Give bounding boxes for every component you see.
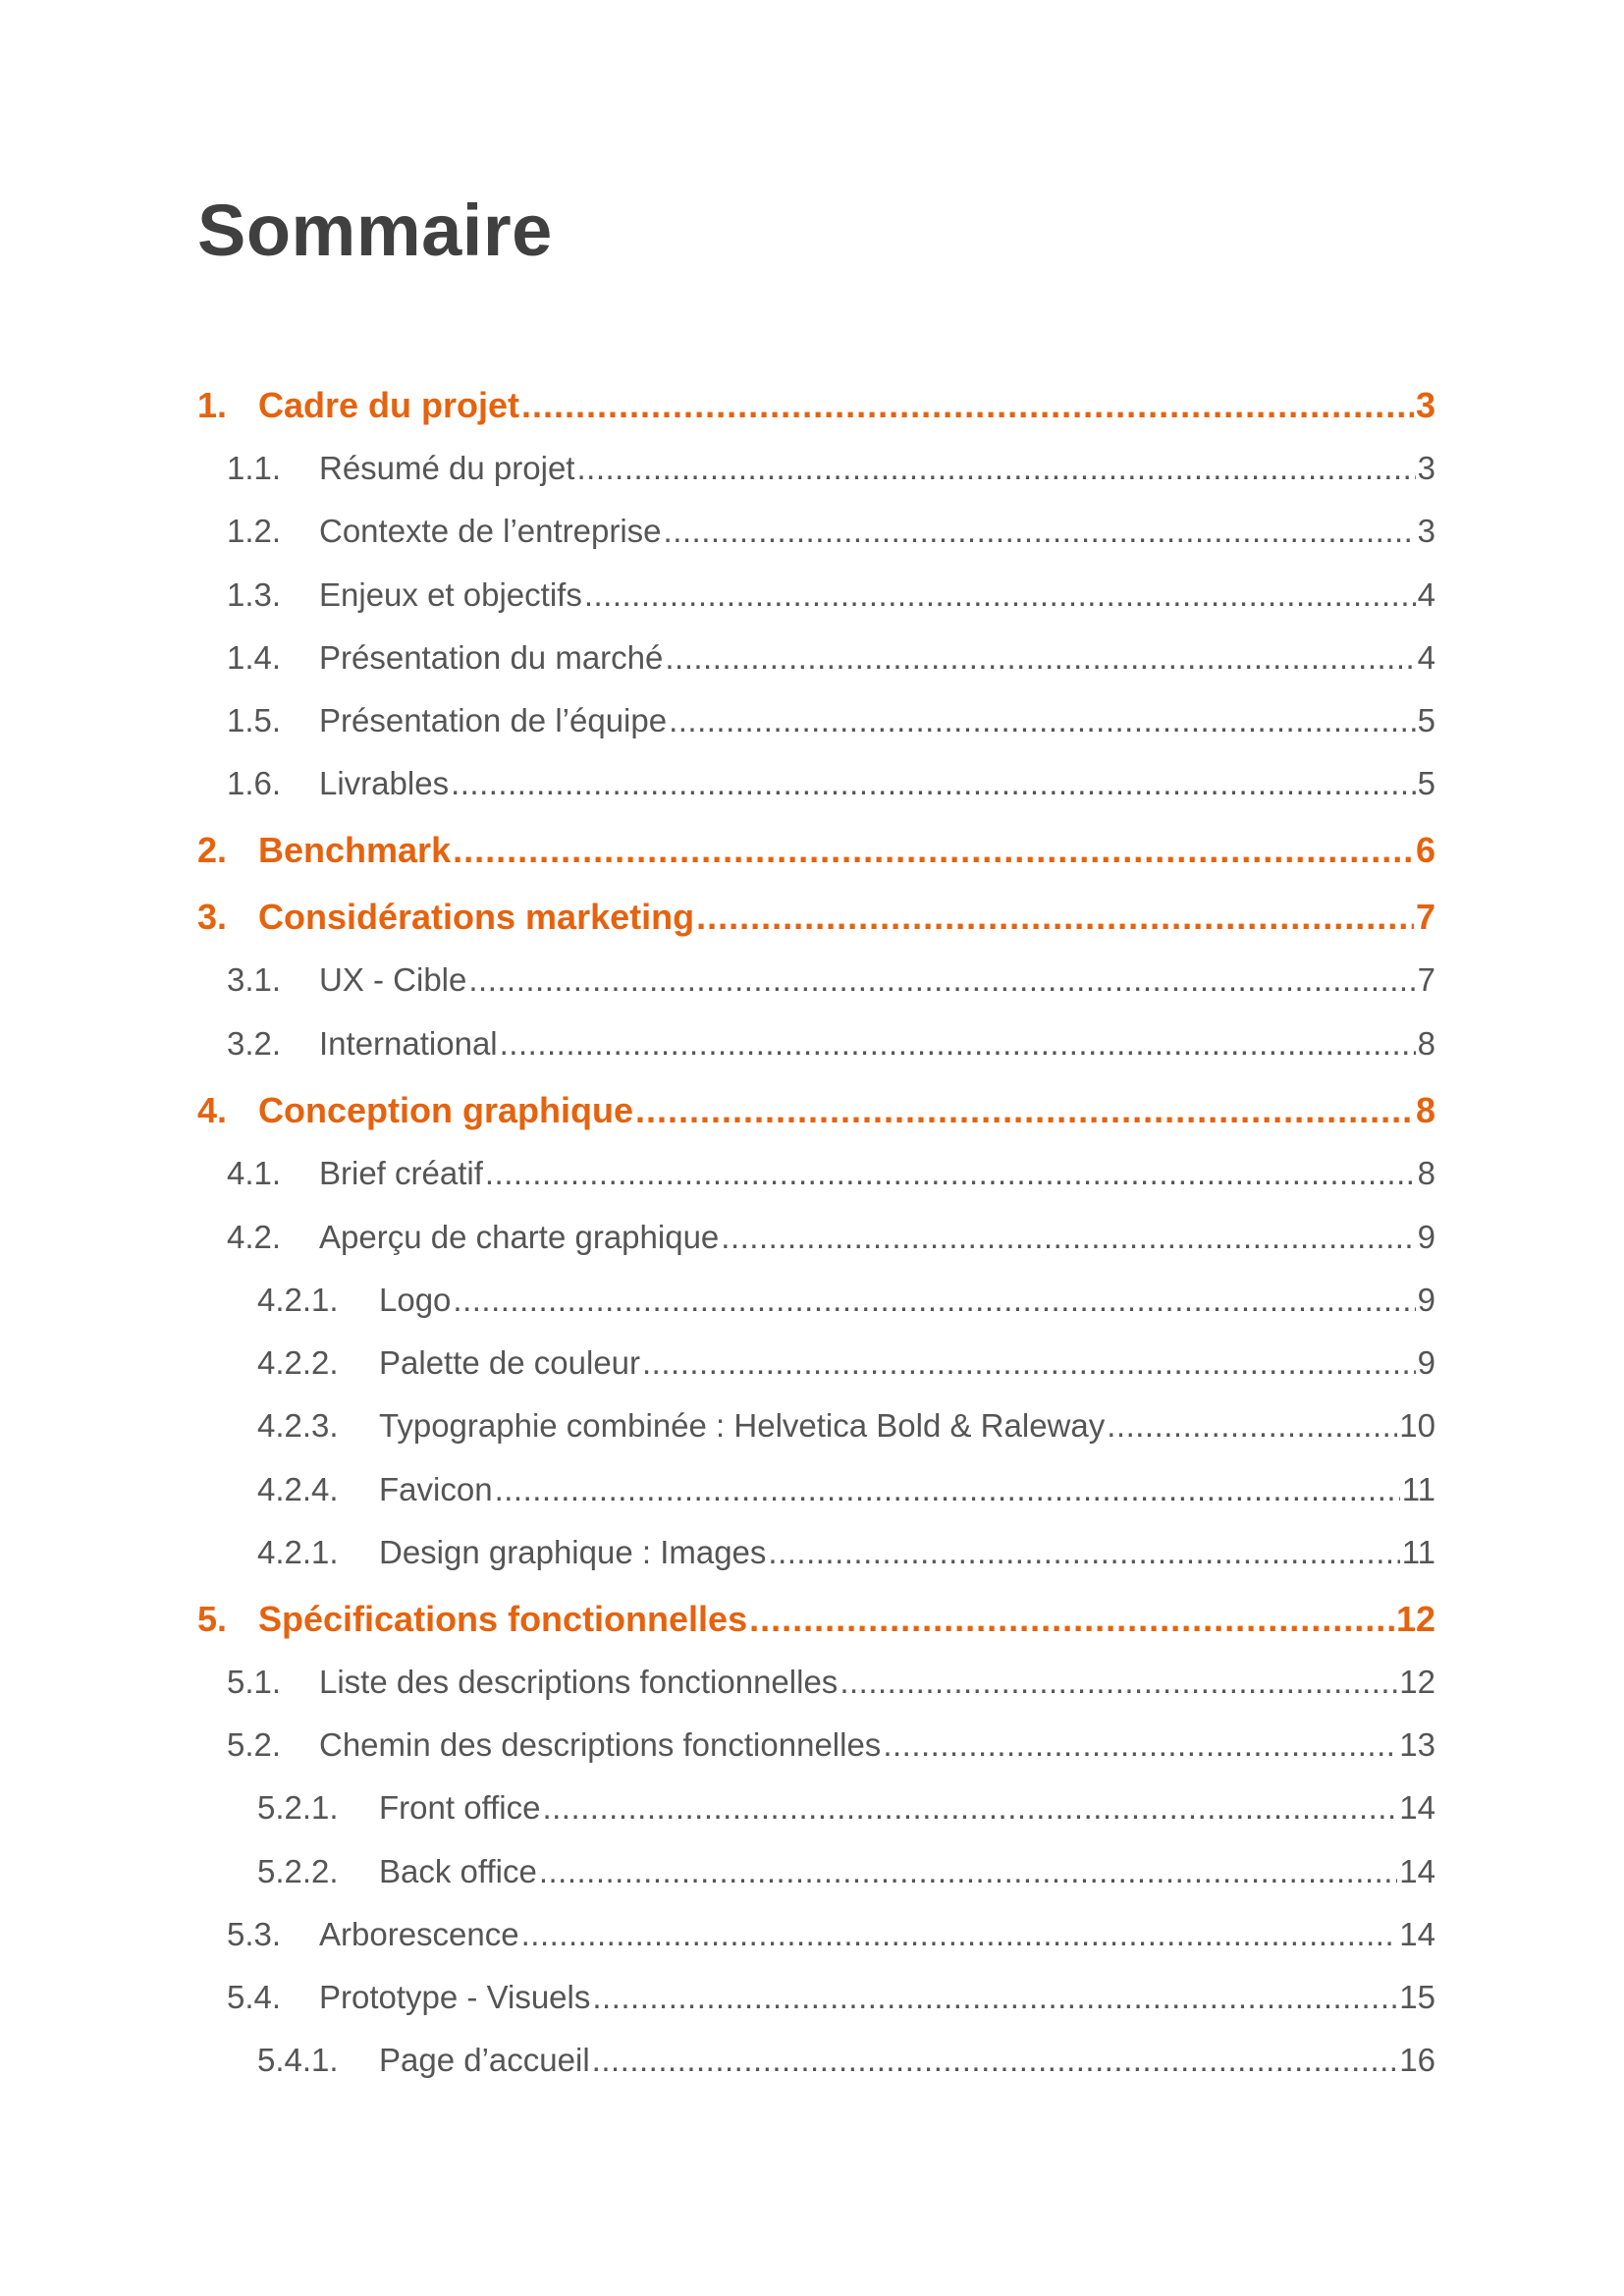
toc-entry-5-2-2[interactable]: [0, 1853, 1624, 1904]
toc-label: Favicon: [379, 1471, 493, 1507]
toc-label: Enjeux et objectifs: [319, 576, 582, 613]
toc-page: 5: [1417, 702, 1435, 738]
toc-page: 7: [1417, 961, 1435, 998]
toc-entry-3[interactable]: [0, 897, 1624, 948]
toc-page: 11: [1401, 1471, 1435, 1507]
toc-leader: [642, 1344, 1416, 1382]
toc-leader: [696, 897, 1414, 938]
toc-page: 12: [1395, 1599, 1435, 1639]
toc-page: 7: [1415, 897, 1435, 937]
toc-entry-1[interactable]: [0, 385, 1624, 436]
toc-leader: [539, 1853, 1397, 1890]
toc-entry-5-4-1[interactable]: [0, 2042, 1624, 2093]
toc-label: Livrables: [319, 765, 450, 801]
toc-number: 3.1.: [227, 961, 282, 998]
toc-entry-5-1[interactable]: [0, 1664, 1624, 1715]
toc-label: Design graphique : Images: [379, 1534, 767, 1570]
toc-leader: [664, 513, 1416, 550]
toc-page: 9: [1417, 1282, 1435, 1318]
toc-number: 4.2.3.: [257, 1407, 339, 1444]
toc-number: 3.: [197, 897, 228, 937]
toc-label: Cadre du projet: [258, 385, 520, 425]
toc-leader: [721, 1219, 1415, 1256]
toc-label: Prototype - Visuels: [319, 1979, 591, 2015]
toc-number: 5.4.: [227, 1979, 282, 2015]
toc-entry-5-2[interactable]: [0, 1726, 1624, 1777]
page-title: Sommaire: [197, 190, 553, 271]
toc-number: 5.2.2.: [257, 1853, 339, 1889]
toc-page: 4: [1417, 576, 1435, 613]
toc-label: Contexte de l’entreprise: [319, 513, 662, 549]
toc-number: 4.2.1.: [257, 1534, 339, 1570]
toc-label: UX - Cible: [319, 961, 467, 998]
toc-entry-4-2-1-images[interactable]: [0, 1534, 1624, 1585]
toc-entry-3-1[interactable]: [0, 961, 1624, 1012]
toc-number: 5.1.: [227, 1664, 282, 1700]
toc-page: 9: [1417, 1219, 1435, 1255]
toc-page: 15: [1399, 1979, 1435, 2015]
toc-entry-1-3[interactable]: [0, 576, 1624, 628]
toc-entry-4-2[interactable]: [0, 1219, 1624, 1270]
toc-leader: [584, 576, 1416, 614]
toc-number: 4.2.2.: [257, 1344, 339, 1381]
toc-entry-1-1[interactable]: [0, 450, 1624, 501]
toc-label: Présentation du marché: [319, 639, 664, 676]
toc-leader: [521, 1916, 1398, 1953]
toc-leader: [468, 961, 1415, 999]
toc-page: 9: [1417, 1344, 1435, 1381]
toc-page: 13: [1399, 1726, 1435, 1763]
toc-number: 1.: [197, 385, 228, 425]
toc-number: 4.2.1.: [257, 1282, 339, 1318]
toc-number: 1.5.: [227, 702, 282, 738]
toc-entry-5-2-1[interactable]: [0, 1789, 1624, 1840]
toc-entry-1-4[interactable]: [0, 639, 1624, 690]
toc-label: Chemin des descriptions fonctionnelles: [319, 1726, 882, 1763]
toc-page: 14: [1399, 1853, 1435, 1889]
toc-label: Conception graphique: [258, 1090, 633, 1130]
toc-leader: [1107, 1407, 1397, 1445]
toc-number: 5.2.: [227, 1726, 282, 1763]
toc-entry-4-1[interactable]: [0, 1155, 1624, 1206]
toc-label: Typographie combinée : Helvetica Bold & Raleway: [379, 1407, 1106, 1444]
toc-number: 4.: [197, 1090, 228, 1130]
toc-number: 1.6.: [227, 765, 282, 801]
toc-page: 14: [1399, 1916, 1435, 1952]
toc-label: Liste des descriptions fonctionnelles: [319, 1664, 839, 1700]
toc-entry-4[interactable]: [0, 1090, 1624, 1141]
toc-number: 1.2.: [227, 513, 282, 549]
toc-label: Résumé du projet: [319, 450, 575, 486]
toc-leader: [768, 1534, 1399, 1571]
toc-label: Considérations marketing: [258, 897, 695, 937]
toc-entry-4-2-4[interactable]: [0, 1471, 1624, 1522]
toc-label: Aperçu de charte graphique: [319, 1219, 720, 1255]
toc-page: 10: [1399, 1407, 1435, 1444]
toc-page: 3: [1417, 450, 1435, 486]
toc-page: 5: [1417, 765, 1435, 801]
toc-label: Back office: [379, 1853, 537, 1889]
toc-leader: [500, 1025, 1416, 1063]
toc-leader: [592, 2042, 1398, 2079]
toc-entry-5-4[interactable]: [0, 1979, 1624, 2030]
toc-page: 16: [1399, 2042, 1435, 2078]
toc-label: Front office: [379, 1789, 541, 1826]
toc-number: 4.2.: [227, 1219, 282, 1255]
toc-page: 6: [1415, 830, 1435, 870]
toc-leader: [453, 830, 1414, 871]
toc-label: Arborescence: [319, 1916, 519, 1952]
toc-number: 4.1.: [227, 1155, 282, 1191]
toc-number: 2.: [197, 830, 228, 870]
toc-leader: [749, 1599, 1394, 1640]
toc-page: 12: [1399, 1664, 1435, 1700]
toc-label: Présentation de l’équipe: [319, 702, 668, 738]
toc-leader: [665, 639, 1415, 677]
toc-leader: [576, 450, 1415, 487]
toc-number: 5.3.: [227, 1916, 282, 1952]
toc-label: Brief créatif: [319, 1155, 483, 1191]
toc-leader: [453, 1282, 1415, 1319]
toc-page: 14: [1399, 1789, 1435, 1826]
toc-label: Spécifications fonctionnelles: [258, 1599, 748, 1639]
toc-leader: [495, 1471, 1400, 1508]
toc-number: 4.2.4.: [257, 1471, 339, 1507]
toc-leader: [485, 1155, 1416, 1192]
toc-number: 5.2.1.: [257, 1789, 339, 1826]
toc-number: 1.3.: [227, 576, 282, 613]
toc-page: 3: [1417, 513, 1435, 549]
toc-entry-2[interactable]: [0, 830, 1624, 881]
toc-number: 1.1.: [227, 450, 282, 486]
toc-entry-5[interactable]: [0, 1599, 1624, 1650]
toc-entry-4-2-1[interactable]: [0, 1282, 1624, 1333]
toc-page: 8: [1415, 1090, 1435, 1130]
toc-leader: [542, 1789, 1397, 1827]
toc-number: 5.4.1.: [257, 2042, 339, 2078]
toc-label: Page d’accueil: [379, 2042, 590, 2078]
toc-leader: [451, 765, 1416, 802]
toc-entry-4-2-2[interactable]: [0, 1344, 1624, 1395]
toc-number: 1.4.: [227, 639, 282, 676]
toc-label: Logo: [379, 1282, 452, 1318]
toc-entry-1-5[interactable]: [0, 702, 1624, 753]
toc-entry-5-3[interactable]: [0, 1916, 1624, 1967]
toc-leader: [635, 1090, 1414, 1131]
toc-label: Benchmark: [258, 830, 452, 870]
toc-page: 11: [1401, 1534, 1435, 1570]
toc-entry-1-6[interactable]: [0, 765, 1624, 816]
toc-leader: [669, 702, 1416, 739]
toc-page: 3: [1415, 385, 1435, 425]
toc-entry-4-2-3[interactable]: [0, 1407, 1624, 1458]
toc-page: 8: [1417, 1155, 1435, 1191]
toc-leader: [521, 385, 1414, 426]
toc-label: International: [319, 1025, 498, 1062]
toc-number: 3.2.: [227, 1025, 282, 1062]
toc-page: 4: [1417, 639, 1435, 676]
toc-leader: [592, 1979, 1397, 2016]
toc-page: 8: [1417, 1025, 1435, 1062]
toc-leader: [839, 1664, 1397, 1701]
toc-entry-1-2[interactable]: [0, 513, 1624, 564]
toc-entry-3-2[interactable]: [0, 1025, 1624, 1076]
toc-label: Palette de couleur: [379, 1344, 641, 1381]
toc-leader: [883, 1726, 1397, 1764]
toc-number: 5.: [197, 1599, 228, 1639]
